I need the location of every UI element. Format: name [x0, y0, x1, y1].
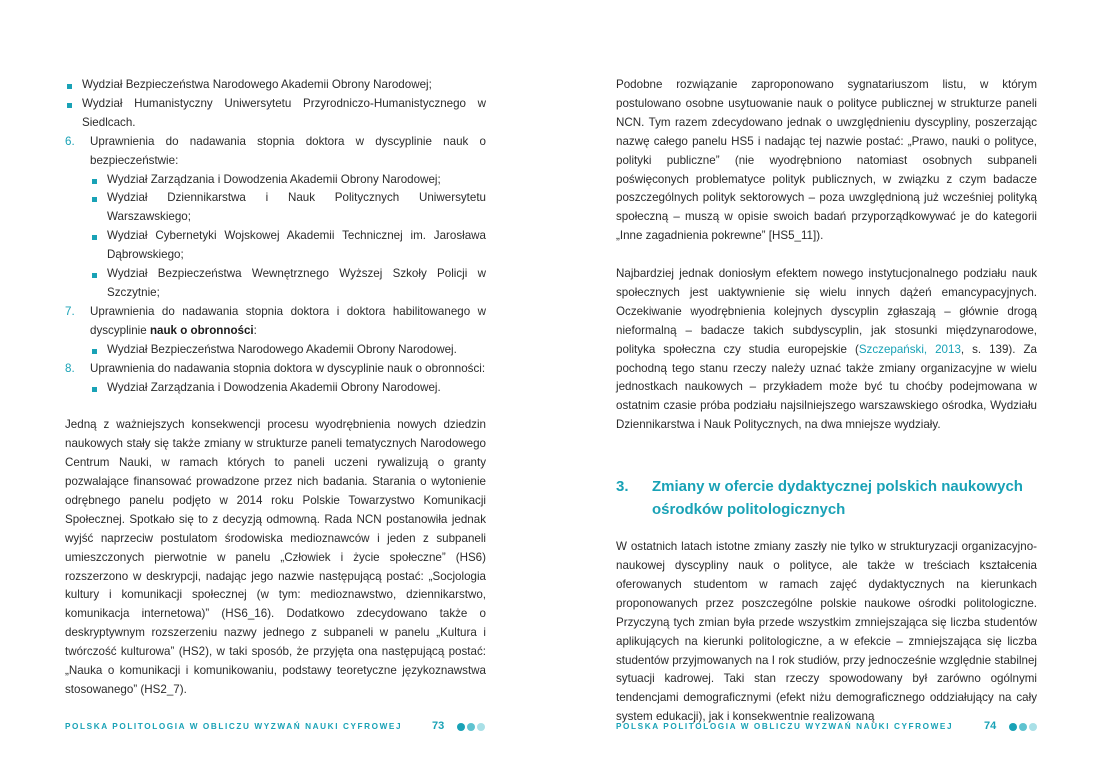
spacer: [616, 435, 1037, 454]
left-text-column: [65, 76, 486, 700]
dot-icon: [1009, 723, 1017, 731]
item-text: [90, 303, 486, 341]
item-text-part: Uprawnienia do nadawania stopnia doktora i doktora habilitowanego w dyscyplinie: [90, 304, 486, 337]
section-title: Zmiany w ofercie dydaktycznej polskich naukowych ośrodków politologicznych: [652, 478, 1023, 519]
body-paragraph: W ostatnich latach istotne zmiany zaszły nie tylko w strukturyzacji organizacyjno-naukowej dyscypliny nauk o polityce, ale także w treściach kształcenia oferowanych studentom w ramach zajęć dydaktycznych na kierunkach proponowanych przez poszczególne polskie naukowe ośrodki politologiczne. Przyczyną tych zmian była przede wszystkim zmniejszająca się liczba studentów aplikujących na kierunki politologiczne, a w efekcie – zmniejszająca się liczba studentów przyjmowanych na I rok studiów, przy jednocześnie względnie stabilnej sytuacji kadrowej. Taki stan rzeczy spowodowany był zarówno ogólnymi tendencjami demograficznymi (efekt niżu demograficznego oddziałujący na cały system edukacji), jak i konsekwentnie realizowaną: [616, 540, 1037, 724]
sub-bullet-list: [90, 171, 486, 303]
item-number: 6.: [65, 134, 75, 148]
dot-icon: [467, 723, 475, 731]
paragraph-text: , s. 139). Za pochodną tego stanu rzeczy należy uznać także zmiany organizacyjne w wielu jednostkach naukowych – przykładem może być tu choćby podejmowana w ostatnim czasie próba podziału najsilniejszego warszawskiego ośrodka, Wydziału Dziennikarstwa i Nauk Politycznych, na dwa mniejsze wydziały.: [616, 342, 1037, 432]
item-text-part: :: [253, 323, 257, 337]
paragraph-text: Najbardziej jednak doniosłym efektem nowego instytucjonalnego podziału nauk społecznych jest uaktywnienie się wielu innych dążeń emancypacyjnych. Oczekiwanie wyodrębnienia kolejnych dyscyplin zgłaszają – głównie drogą nieformalną – badacze takich subdyscyplin, jak stosunki międzynarodowe, polityka społeczna czy studia europejskie (: [616, 267, 1037, 356]
dot-icon: [477, 723, 485, 731]
running-footer-title: POLSKA POLITOLOGIA W OBLICZU WYZWAŃ NAUKI CYFROWEJ: [65, 722, 403, 731]
list-item: Wydział Zarządzania i Dowodzenia Akademii Obrony Narodowej.: [90, 379, 486, 398]
item-number: 7.: [65, 304, 75, 318]
page-number: 73: [432, 720, 445, 732]
section-heading: [616, 475, 1037, 521]
sub-bullet-list: [90, 341, 486, 360]
sub-bullet-list: [90, 379, 486, 398]
dot-icon: [457, 723, 465, 731]
right-page: [550, 0, 1100, 778]
numbered-list: [65, 133, 486, 398]
item-number: 8.: [65, 361, 75, 375]
list-item: Wydział Cybernetyki Wojskowej Akademii Technicznej im. Jarosława Dąbrowskiego;: [90, 227, 486, 265]
dot-icon: [1019, 723, 1027, 731]
citation-link[interactable]: Szczepański, 2013: [858, 342, 961, 356]
bold-term: nauk o obronności: [149, 323, 254, 337]
list-item: Wydział Bezpieczeństwa Narodowego Akademii Obrony Narodowej.: [90, 341, 486, 360]
item-text: Uprawnienia do nadawania stopnia doktora w dyscyplinie nauk o bezpieczeństwie:: [90, 134, 486, 167]
running-footer-title: POLSKA POLITOLOGIA W OBLICZU WYZWAŃ NAUKI CYFROWEJ: [616, 722, 954, 731]
numbered-item-8: [65, 360, 486, 398]
list-item: Wydział Bezpieczeństwa Wewnętrznego Wyższej Szkoły Policji w Szczytnie;: [90, 265, 486, 303]
spacer: [616, 246, 1037, 265]
section-number: 3.: [616, 478, 629, 496]
footer-dots-ornament: [1009, 723, 1037, 731]
numbered-item-6: [65, 133, 486, 303]
item-text: Uprawnienia do nadawania stopnia doktora w dyscyplinie nauk o obronności:: [90, 361, 486, 375]
list-item: Wydział Humanistyczny Uniwersytetu Przyrodniczo-Humanistycznego w Siedlcach.: [65, 95, 486, 133]
list-item: Wydział Bezpieczeństwa Narodowego Akademii Obrony Narodowej;: [65, 76, 486, 95]
page-number: 74: [984, 720, 997, 732]
spacer: [65, 397, 486, 416]
list-item: Wydział Zarządzania i Dowodzenia Akademii Obrony Narodowej;: [90, 171, 486, 190]
body-paragraph: [616, 265, 1037, 435]
dot-icon: [1029, 723, 1037, 731]
numbered-item-7: [65, 303, 486, 360]
right-text-column: [616, 76, 1037, 727]
top-bullet-list: [65, 76, 486, 133]
body-paragraph: Jedną z ważniejszych konsekwencji procesu wyodrębnienia nowych dziedzin naukowych stały się także zmiany w strukturze paneli tematycznych Narodowego Centrum Nauki, w ramach których to paneli uczeni rywalizują o granty pozwalające finansować prowadzone przez nich badania. Starania o wytonienie odrębnego panelu podjęto w 2014 roku Polskie Towarzystwo Komunikacji Społecznej. Spotkało się to z decyzją odmowną. Rada NCN postanowiła jednak wyjść naprzeciw postulatom środowiska medioznawców i jeden z subpaneli umieszczonych pierwotnie w panelu „Człowiek i życie społeczne” (HS6) rozszerzono w deskrypcji, nadając jego nazwie następującą postać: „Socjologia kultury i komunikacji społecznej (w tym: medioznawstwo, dziennikarstwo, komunikacja internetowa)” (HS6_16). Dodatkowo zdecydowano także o deskryptywnym rozszerzeniu nazwy jednego z subpaneli w panelu „Kultura i twórczość kulturowa” (HS2), w taki sposób, że przyjęta ona następującą postać: „Nauka o komunikacji i komunikowaniu, podstawy teoretyczne językoznawstwa stosowanego” (HS2_7).: [65, 418, 486, 696]
list-item: Wydział Dziennikarstwa i Nauk Politycznych Uniwersytetu Warszawskiego;: [90, 189, 486, 227]
body-paragraph: Podobne rozwiązanie zaproponowano sygnatariuszom listu, w którym postulowano osobne usytuowanie nauk o polityce publicznej w strukturze paneli NCN. Tym razem zdecydowano jednak o uwzględnieniu dyscypliny, poszerzając nazwę całego panelu HS5 i nadając tej nazwie postać: „Prawo, nauki o polityce, polityki publiczne” (nie wyodrębniono natomiast osobnych subpaneli poświęconych problematyce polityk publicznych, w związku z czym badacze poszczególnych polityk sektorowych – poza uwzględnioną już wcześniej polityką społeczną – muszą w opisie swoich badań przyporządkowywać je do kategorii „Inne zagadnienia pokrewne” [HS5_11]).: [616, 78, 1037, 243]
footer-dots-ornament: [457, 723, 485, 731]
